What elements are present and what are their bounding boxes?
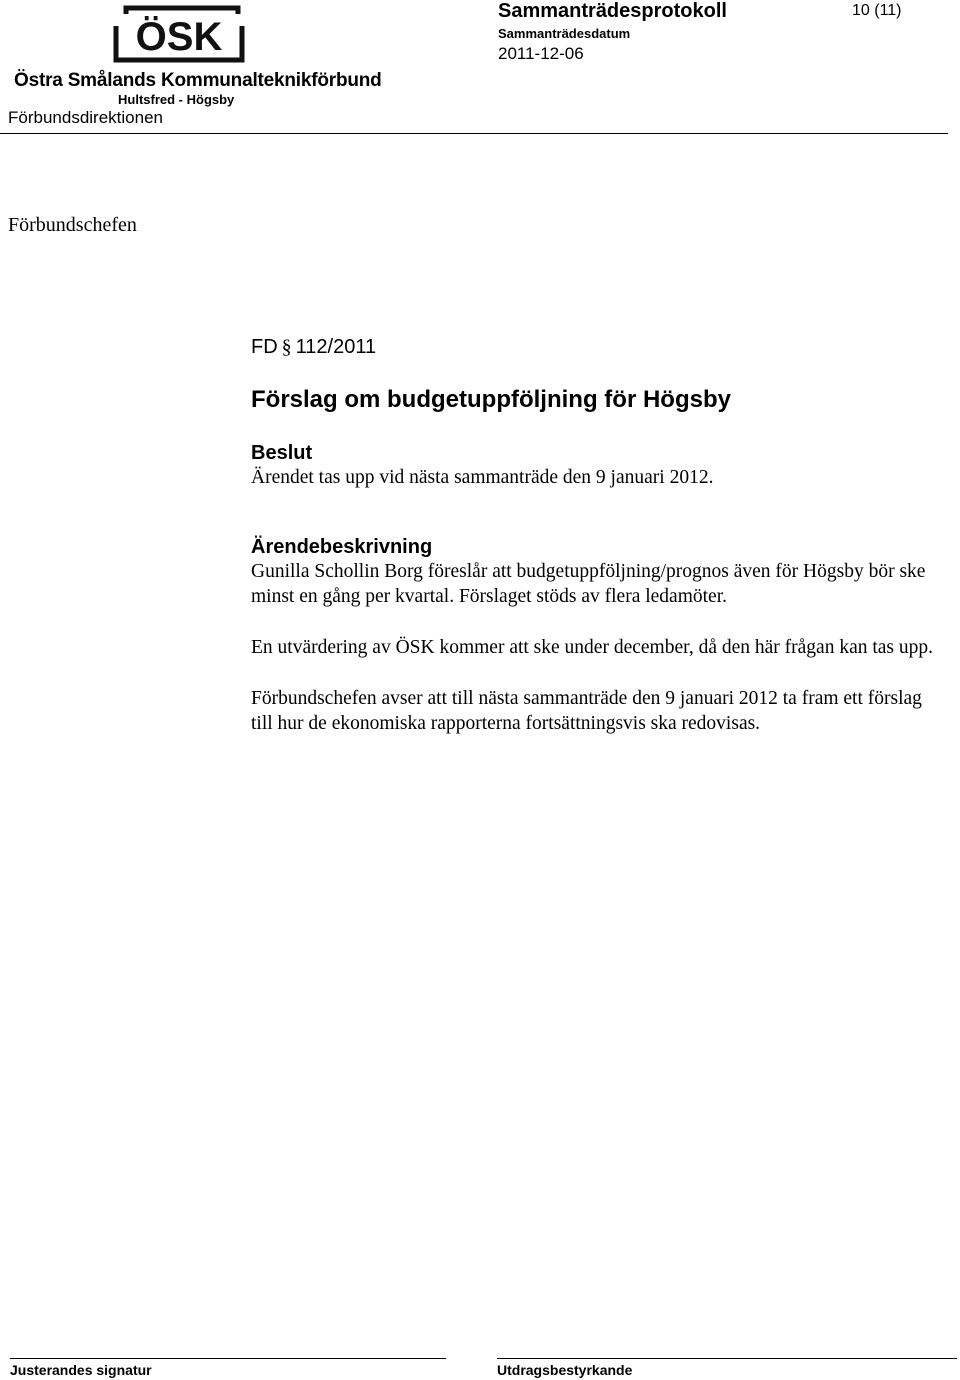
- recipient: Förbundschefen: [8, 214, 137, 236]
- document-title: Sammanträdesprotokoll: [498, 0, 727, 22]
- decision-text: Ärendet tas upp vid nästa sammanträde den 9 januari 2012.: [251, 467, 714, 488]
- organization-name: Förbundsdirektionen: [8, 108, 163, 127]
- header-divider: [0, 133, 948, 134]
- signature-label: Justerandes signatur: [10, 1362, 152, 1378]
- description-heading: Ärendebeskrivning: [251, 536, 433, 558]
- description-paragraph-3: Förbundschefen avser att till nästa sammanträde den 9 januari 2012 ta fram ett förslag till hur de ekonomiska rapporterna fortsättningsvis ska redovisas.: [251, 688, 922, 734]
- decision-heading: Beslut: [251, 442, 313, 464]
- section-sign: §: [281, 336, 292, 358]
- case-prefix: FD: [251, 336, 278, 358]
- certification-label: Utdragsbestyrkande: [497, 1362, 633, 1378]
- osk-logo-mark: [112, 4, 246, 64]
- meeting-date: 2011-12-06: [498, 44, 584, 63]
- case-section: [251, 336, 941, 736]
- organization-logo: [14, 4, 382, 108]
- logo-mark-text: ÖSK: [135, 15, 223, 59]
- logo-subtitle: Hultsfred - Högsby: [118, 92, 235, 107]
- meeting-date-label: Sammanträdesdatum: [498, 26, 631, 41]
- description-paragraph-2: En utvärdering av ÖSK kommer att ske under december, då den här frågan kan tas upp.: [251, 637, 934, 658]
- certification-line: [497, 1358, 957, 1359]
- case-title: Förslag om budgetuppföljning för Högsby: [251, 386, 731, 413]
- logo-name: Östra Smålands Kommunalteknikförbund: [14, 70, 382, 91]
- page-number: 10 (11): [852, 2, 902, 19]
- description-paragraph-1: Gunilla Schollin Borg föreslår att budgetuppföljning/prognos även för Högsby bör ske minst en gång per kvartal. Förslaget stöds av flera ledamöter.: [251, 561, 926, 607]
- case-number: [251, 336, 941, 359]
- case-number-value: 112/2011: [295, 336, 377, 358]
- signature-line: [10, 1358, 446, 1359]
